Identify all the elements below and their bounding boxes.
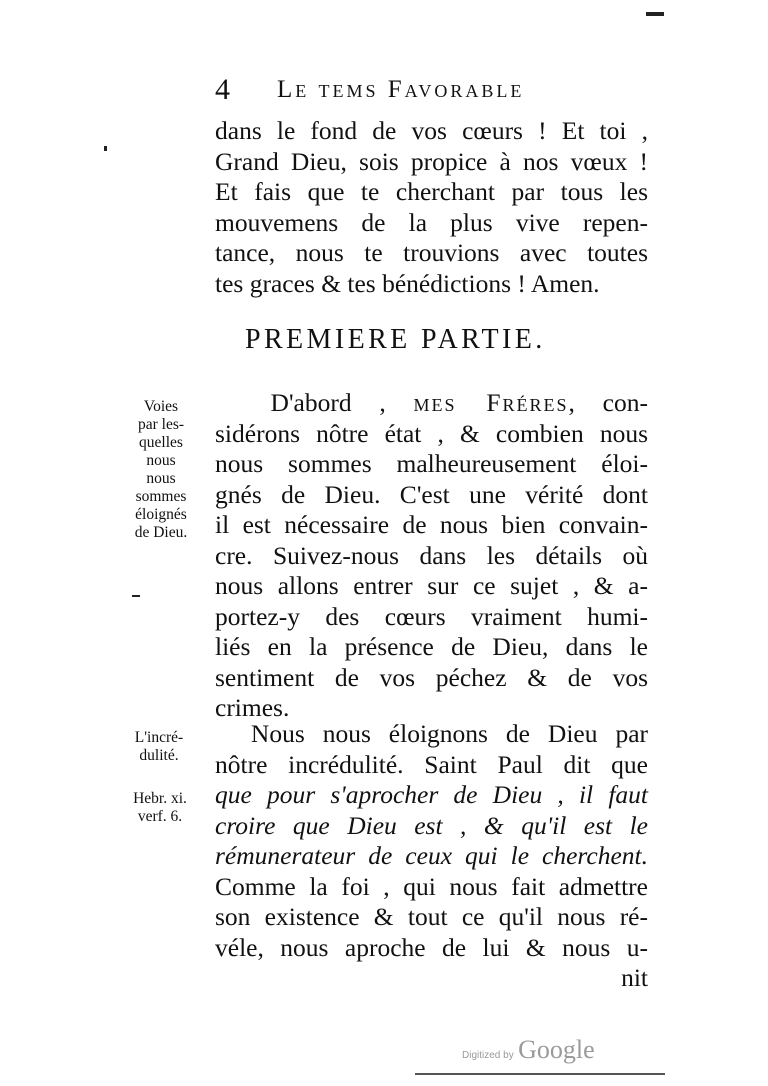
text-line: nôtre incrédulité. Saint Paul dit que: [215, 749, 648, 779]
margin-note-line: Voies: [143, 398, 179, 415]
margin-note-line: L'incré-: [134, 729, 184, 746]
google-brand: Google: [518, 1035, 595, 1064]
text-line: cre. Suivez-nous dans les détails où: [215, 540, 648, 570]
digitized-label: Digitized by: [462, 1050, 514, 1061]
text-line: sentiment de vos péchez & de vos: [215, 662, 648, 692]
margin-note-line: nous: [146, 452, 176, 469]
quote-line: que pour s'aprocher de Dieu , il faut: [215, 780, 648, 809]
margin-note-line: quelles: [139, 434, 183, 451]
text-line: tes graces & tes bénédictions ! Amen.: [215, 268, 600, 298]
digitized-watermark: [462, 1035, 595, 1065]
text-line: son existence & tout ce qu'il nous ré-: [215, 902, 648, 931]
text-line: véle, nous aproche de lui & nous u-: [215, 932, 648, 962]
margin-note-ways: [118, 398, 204, 542]
page-header: [215, 72, 655, 108]
text-line: Grand Dieu, sois propice à nos vœux !: [215, 146, 648, 176]
margin-note-line: dulité.: [139, 747, 179, 764]
text-line: sidérons nôtre état , & combien nous: [215, 418, 648, 448]
text-line: portez-y des cœurs vraiment humi-: [215, 601, 648, 631]
paragraph-second: [215, 719, 648, 994]
ink-speck: [132, 595, 140, 597]
text-line: dans le fond de vos cœurs ! Et toi ,: [215, 116, 648, 145]
text-line: mouvemens de la plus vive repen-: [215, 207, 648, 237]
margin-note-line: Hebr. xi.: [133, 790, 187, 807]
catchword: nit: [621, 963, 648, 992]
margin-note-line: par les-: [137, 416, 185, 433]
text-line: Comme la foi , qui nous fait admettre: [215, 871, 648, 901]
margin-note-line: nous: [146, 470, 176, 487]
margin-note-line: sommes: [135, 488, 187, 505]
running-title: Le tems Favorable: [277, 76, 525, 103]
text-line: il est nécessaire de nous bien convain-: [215, 510, 648, 539]
quote-line: rémunerateur de ceux qui le cherchent.: [215, 841, 648, 870]
margin-note-line: verf. 6.: [137, 808, 183, 825]
text-line: nous sommes malheureusement éloi-: [215, 449, 648, 478]
page-number: 4: [215, 73, 230, 106]
quote-line: croire que Dieu est , & qu'il est le: [215, 810, 648, 840]
paragraph-first: [215, 388, 648, 724]
margin-note-line: de Dieu.: [134, 524, 188, 541]
text-line: [215, 388, 648, 419]
text-line: crimes.: [215, 693, 290, 722]
section-title: PREMIERE PARTIE.: [245, 324, 546, 355]
ink-speck: [104, 146, 107, 151]
ink-speck: [646, 12, 664, 16]
text-line: tance, nous te trouvions avec toutes: [215, 238, 648, 267]
page-edge-line: [415, 1073, 665, 1075]
text-line: Et fais que te cherchant par tous les: [215, 177, 648, 206]
text-line: gnés de Dieu. C'est une vérité dont: [215, 479, 648, 509]
margin-note-line: éloignés: [135, 506, 187, 523]
text-line: [215, 719, 648, 750]
text-line: nous allons entrer sur ce sujet , & a-: [215, 571, 648, 600]
text-line: liés en la présence de Dieu, dans le: [215, 632, 648, 661]
margin-note-reference: [116, 790, 204, 826]
intro-paragraph: [215, 116, 648, 299]
text-fragment: D'abord ,: [270, 388, 414, 417]
text-fragment: Nous nous éloignons de Dieu par: [250, 719, 649, 748]
address-smallcaps: mes Fréres: [413, 388, 569, 417]
margin-note-incredulity: [116, 729, 202, 765]
text-fragment: , con-: [568, 388, 648, 417]
